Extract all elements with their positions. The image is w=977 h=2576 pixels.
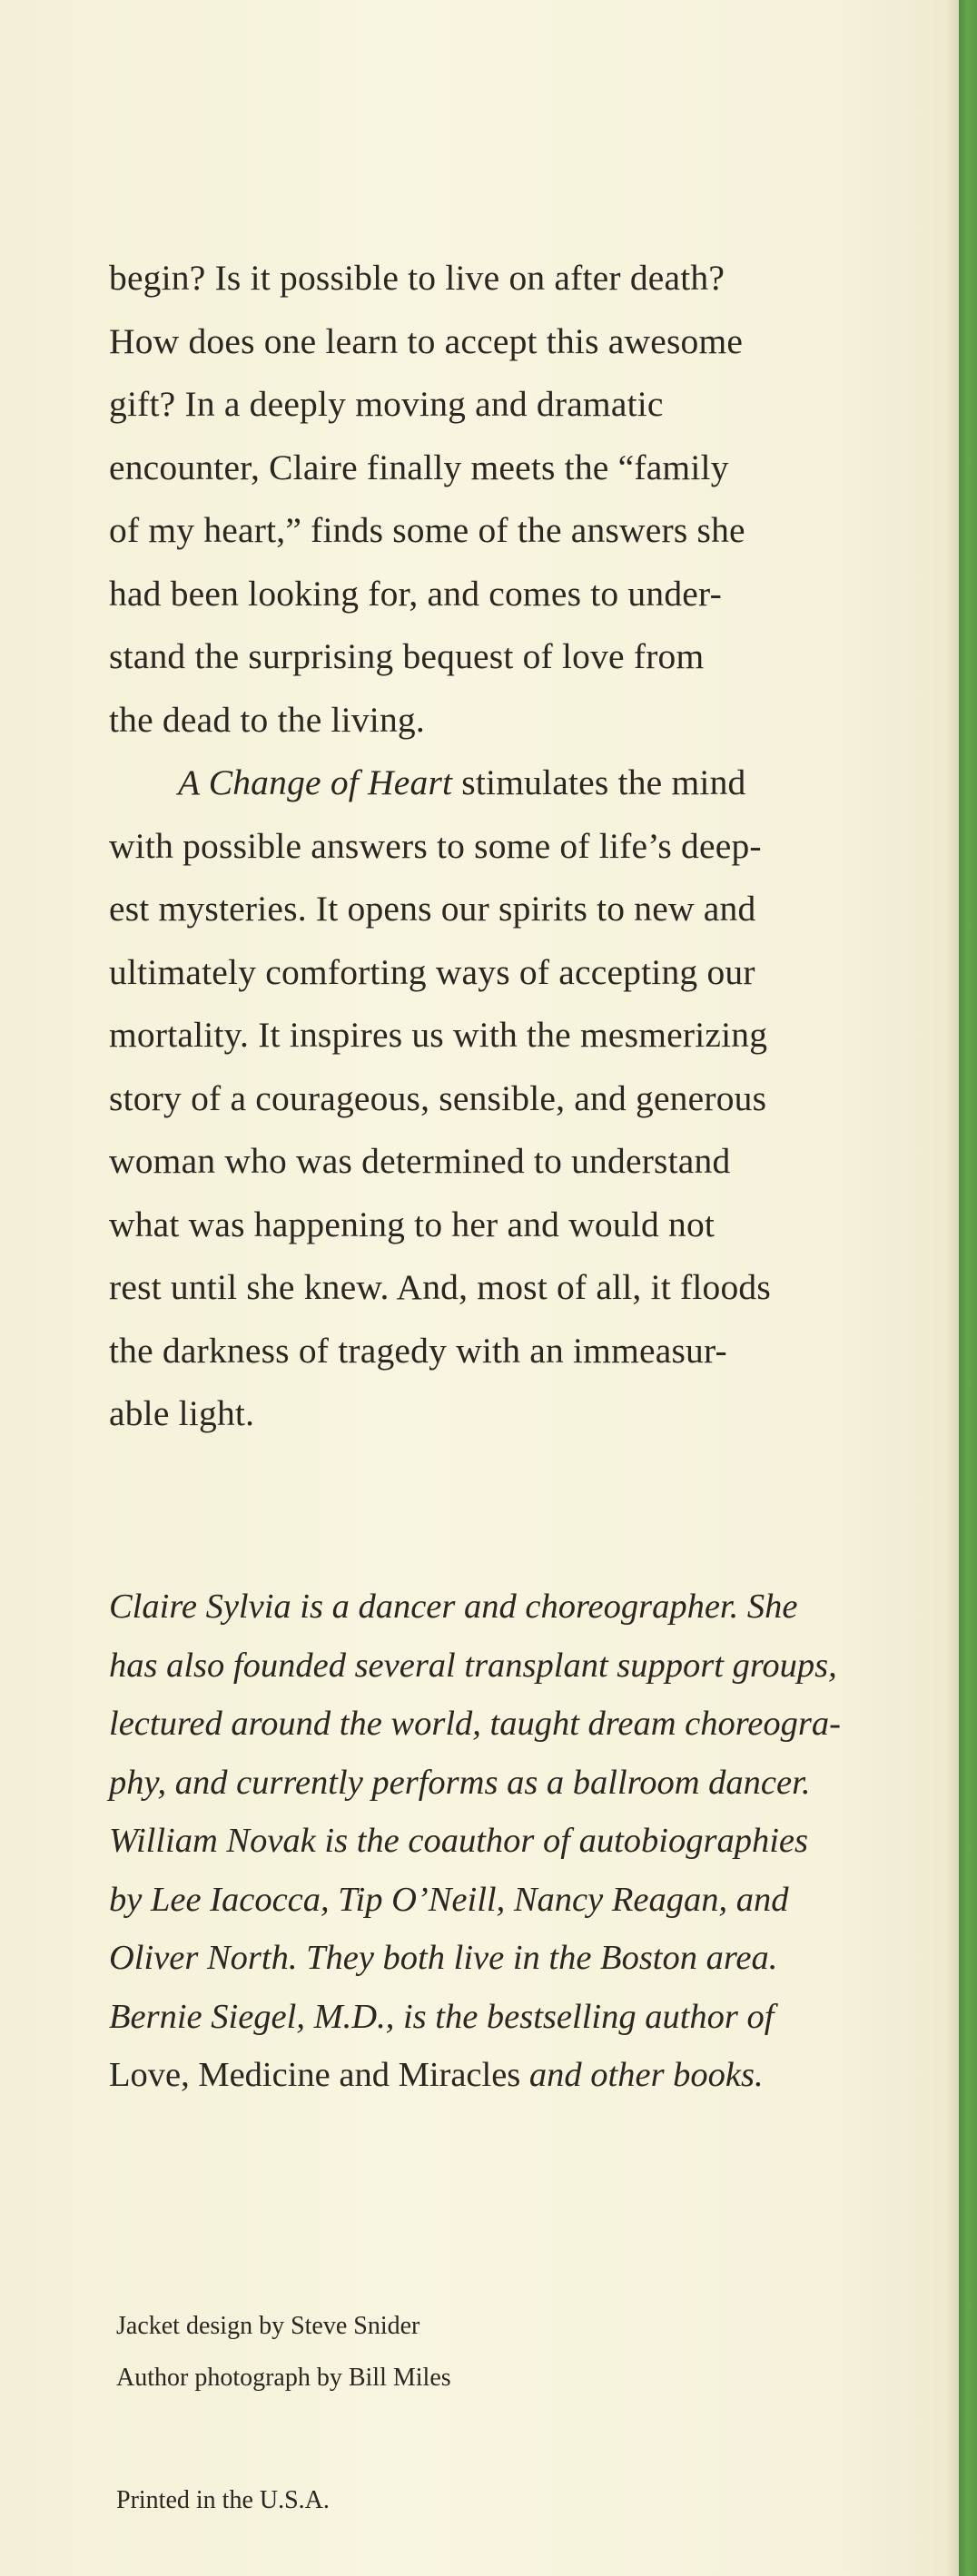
description-line: rest until she knew. And, most of all, it floods xyxy=(109,1267,771,1307)
description-line: stand the surprising bequest of love from xyxy=(109,636,705,676)
description-line: How does one learn to accept this awesome xyxy=(109,320,744,361)
description-line: mortality. It inspires us with the mesmerizing xyxy=(109,1015,768,1055)
jacket-credits xyxy=(116,2300,451,2404)
description-line: the darkness of tragedy with an immeasur- xyxy=(109,1330,727,1371)
description-line: gift? In a deeply moving and dramatic xyxy=(109,384,664,424)
spine-shadow xyxy=(946,0,959,2576)
author-photo-credit: Author photograph by Bill Miles xyxy=(116,2364,451,2392)
description-line: story of a courageous, sensible, and generous xyxy=(109,1077,767,1118)
description-line: woman who was determined to understand xyxy=(109,1141,731,1181)
jacket-design-credit: Jacket design by Steve Snider xyxy=(116,2312,420,2340)
bio-line: by Lee Iacocca, Tip O’Neill, Nancy Reagan, and xyxy=(109,1880,789,1919)
description-line: with possible answers to some of life’s deep- xyxy=(109,825,762,866)
second-paragraph-first-line-rest: stimulates the mind xyxy=(452,762,746,802)
description-line: ultimately comforting ways of accepting our xyxy=(109,951,755,992)
description-line: had been looking for, and comes to under- xyxy=(109,573,722,614)
description-line: of my heart,” finds some of the answers she xyxy=(109,510,745,550)
bio-line: has also founded several transplant support groups, xyxy=(109,1646,837,1685)
description-line: what was happening to her and would not xyxy=(109,1204,715,1244)
second-paragraph-first-line xyxy=(109,752,890,815)
description-line: encounter, Claire finally meets the “family xyxy=(109,447,729,487)
bio-line: Claire Sylvia is a dancer and choreographer. She xyxy=(109,1588,798,1626)
description-line: able light. xyxy=(109,1393,255,1433)
bio-line: Bernie Siegel, M.D., is the bestselling author of xyxy=(109,1997,775,2036)
printed-in-note: Printed in the U.S.A. xyxy=(116,2486,330,2514)
book-title: A Change of Heart xyxy=(178,762,453,802)
bio-line: phy, and currently performs as a ballroom dancer. xyxy=(109,1763,811,1802)
bio-book-title: Love, Medicine and Miracles xyxy=(109,2056,521,2094)
bio-line: lectured around the world, taught dream choreogra- xyxy=(109,1705,841,1743)
flap-description xyxy=(109,247,890,1446)
description-line: the dead to the living. xyxy=(109,699,425,740)
description-line: begin? Is it possible to live on after death? xyxy=(109,258,725,298)
green-cover-edge xyxy=(959,0,977,2576)
bio-line: Oliver North. They both live in the Boston area. xyxy=(109,1939,778,1977)
description-line: est mysteries. It opens our spirits to new and xyxy=(109,889,756,929)
author-bio xyxy=(109,1578,890,2105)
bio-last-line-rest: and other books. xyxy=(520,2056,764,2094)
bio-line: William Novak is the coauthor of autobiographies xyxy=(109,1822,808,1860)
bio-last-line xyxy=(109,2046,890,2105)
